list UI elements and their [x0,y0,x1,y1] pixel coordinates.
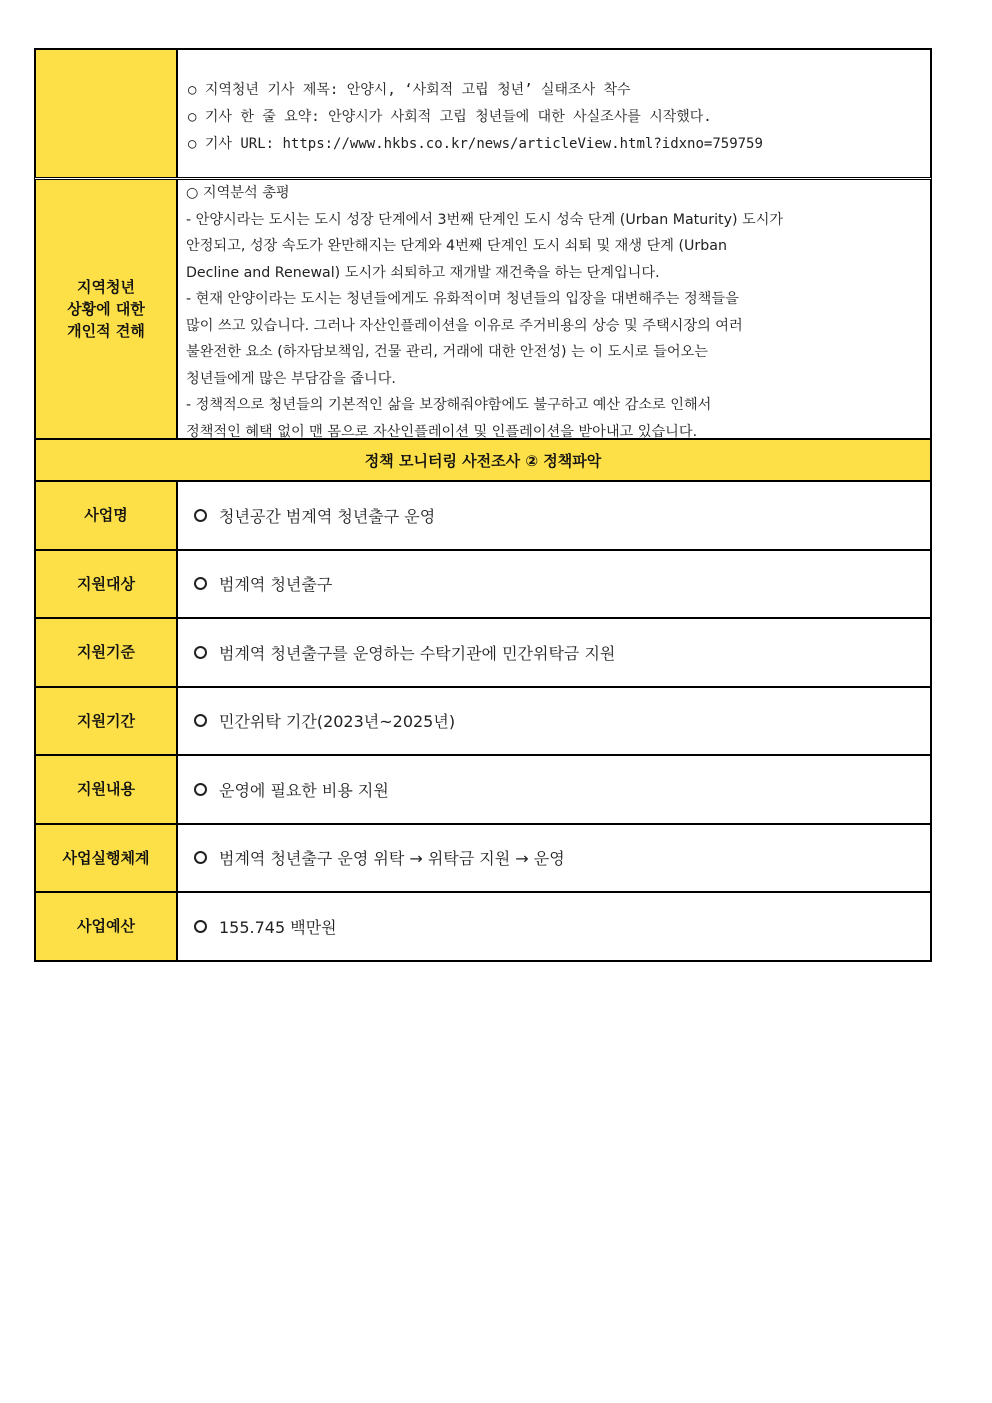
opinion-line: ○ 지역분석 총평 [186,185,290,201]
table-row [34,825,932,894]
row-label: 사업실행체계 [36,825,178,892]
row-label: 지원기준 [36,619,178,686]
opinion-line: 청년들에게 많은 부담감을 줍니다. [186,370,396,387]
row-label: 지원기간 [36,688,178,755]
circle-bullet-icon [194,714,207,727]
opinion-label-line: 개인적 견해 [67,322,145,340]
opinion-row [34,180,932,440]
row-value-text: 민간위탁 기간(2023년~2025년) [219,712,456,732]
article-summary-line: ○ 기사 한 줄 요약: 안양시가 사회적 고립 청년들에 대한 사실조사를 시작했다. [188,109,712,125]
row-value [178,756,930,823]
row-value-text: 청년공간 범계역 청년출구 운영 [219,506,436,526]
table-row [34,756,932,825]
article-info [178,50,930,177]
policy-document-table [34,48,932,962]
article-row-label [36,50,178,177]
circle-bullet-icon [194,783,207,796]
article-title-line: ○ 지역청년 기사 제목: 안양시, ‘사회적 고립 청년’ 실태조사 착수 [188,82,631,98]
row-value-text: 범계역 청년출구 [219,575,333,595]
row-value [178,482,930,549]
row-value [178,825,930,892]
opinion-line: - 현재 안양이라는 도시는 청년들에게도 유화적이며 청년들의 입장을 대변해주는 정책들을 [186,291,739,307]
opinion-line: 정책적인 혜택 없이 맨 몸으로 자산인플레이션 및 인플레이션을 받아내고 있습니다. [186,423,698,440]
row-label: 지원대상 [36,551,178,618]
row-value [178,688,930,755]
row-label: 사업예산 [36,893,178,960]
table-row [34,688,932,757]
row-value-text: 운영에 필요한 비용 지원 [219,780,389,800]
article-url-line: ○ 기사 URL: https://www.hkbs.co.kr/news/articleView.html?idxno=759759 [188,136,763,152]
circle-bullet-icon [194,646,207,659]
row-value [178,893,930,960]
section-title: 정책 모니터링 사전조사 ② 정책파악 [34,440,932,482]
circle-bullet-icon [194,851,207,864]
article-row [34,48,932,180]
opinion-label [36,180,178,438]
row-value-text: 범계역 청년출구 운영 위탁 → 위탁금 지원 → 운영 [219,849,565,869]
row-value-text: 범계역 청년출구를 운영하는 수탁기관에 민간위탁금 지원 [219,643,616,663]
row-label: 사업명 [36,482,178,549]
row-label: 지원내용 [36,756,178,823]
table-row [34,551,932,620]
circle-bullet-icon [194,509,207,522]
circle-bullet-icon [194,920,207,933]
table-row [34,619,932,688]
table-row [34,482,932,551]
opinion-label-line: 지역청년 [77,278,135,296]
opinion-line: - 안양시라는 도시는 도시 성장 단계에서 3번째 단계인 도시 성숙 단계 (Urban Maturity) 도시가 [186,211,784,228]
row-value [178,551,930,618]
opinion-text [178,180,930,438]
table-row [34,893,932,962]
opinion-line: 안정되고, 성장 속도가 완만해지는 단계와 4번째 단계인 도시 쇠퇴 및 재생 단계 (Urban [186,238,727,254]
opinion-label-line: 상황에 대한 [67,300,145,318]
opinion-line: Decline and Renewal) 도시가 쇠퇴하고 재개발 재건축을 하는 단계입니다. [186,264,660,281]
circle-bullet-icon [194,577,207,590]
row-value [178,619,930,686]
opinion-line: - 정책적으로 청년들의 기본적인 삶을 보장해줘야함에도 불구하고 예산 감소로 인해서 [186,397,712,413]
opinion-line: 많이 쓰고 있습니다. 그러나 자산인플레이션을 이유로 주거비용의 상승 및 주택시장의 여러 [186,317,743,334]
opinion-line: 불완전한 요소 (하자담보책임, 건물 관리, 거래에 대한 안전성) 는 이 도시로 들어오는 [186,344,708,360]
row-value-text: 155.745 백만원 [219,917,337,937]
